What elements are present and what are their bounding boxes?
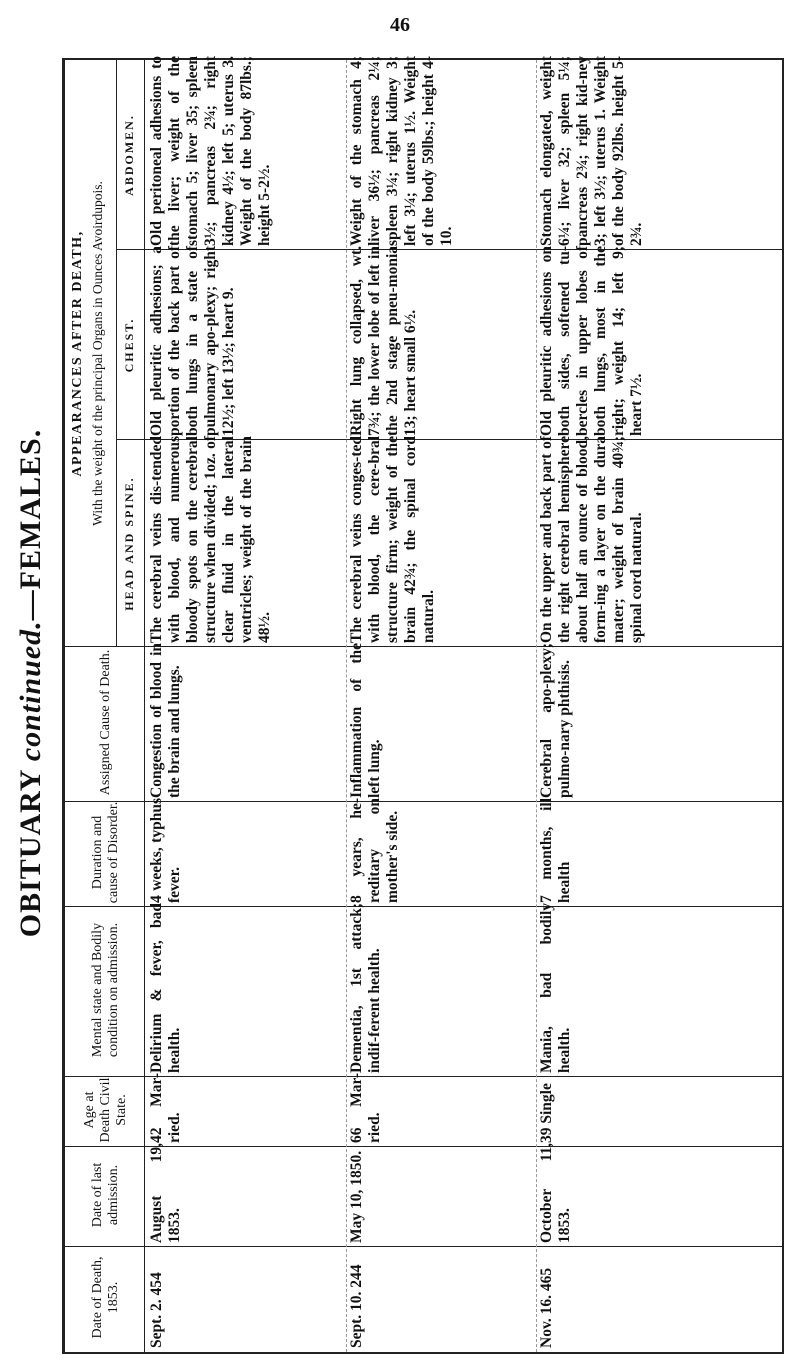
header-appearances-title: APPEARANCES AFTER DEATH, (70, 230, 85, 477)
cell-date-admission-row-1: August 19, 1853. (148, 1143, 183, 1243)
cell-head-spine-row-2: The cerebral veins conges-ted with blood, the cere-bral structure firm; weight of the brain 42¾; the spinal cord natural. (348, 436, 437, 643)
cell-assigned-cause-row-3: Cerebral apo-plexy; pulmo-nary phthisis. (538, 643, 573, 798)
cell-assigned-cause-row-1: Congestion of blood in the brain and lungs. (148, 643, 183, 798)
header-date-death: Date of Death, 1853. (90, 1256, 121, 1339)
header-head-spine: HEAD AND SPINE. (122, 476, 136, 611)
cell-age-state-row-2: 66 Mar-ried. (348, 1073, 383, 1143)
cell-date-admission-row-3: October 11, 1853. (538, 1143, 573, 1243)
page-title-container (0, 0, 60, 1366)
cell-date-death-row-1: Sept. 2. 454 (148, 1272, 165, 1348)
obituary-table (62, 58, 784, 1354)
cell-chest-row-1: Old pleuritic adhesions; a portion of the back part of both lungs in a state of pulmonary apo-plexy; right 12½; left 13½; heart 9. (148, 246, 237, 436)
cell-head-spine-row-3: On the upper and back part of the right cerebral hemisphere about half an ounce of blood, form-ing a layer on the dura mater; weight of brain 40¾; spinal cord natural. (538, 436, 645, 643)
cell-duration-row-3: 7 months, ill health (538, 798, 573, 903)
cell-mental-state-row-1: Delirium & fever, bad health. (148, 903, 183, 1073)
cell-head-spine-row-1: The cerebral veins dis-tended with blood, and numerous bloody spots on the cerebral structure when divided; 1oz. of clear fluid in the lateral ventricles; weight of the brain 48½. (148, 436, 273, 643)
header-duration: Duration and cause of Disorder. (90, 801, 121, 904)
cell-abdomen-row-2: Weight of the stomach 4; liver 36½; pancreas 2¼; spleen 3¼; right kidney 3; left 3¼; uterus 1½. Weight of the body 59lbs.; height 4-10. (348, 56, 455, 246)
page-title (14, 429, 48, 937)
cell-mental-state-row-2: Dementia, 1st attack; indif-ferent health. (348, 903, 383, 1073)
header-mental-state: Mental state and Bodily condition on admission. (90, 922, 121, 1058)
cell-assigned-cause-row-2: Inflammation of the left lung. (348, 643, 383, 798)
cell-duration-row-1: 4 weeks, typhus fever. (148, 798, 183, 903)
header-chest: CHEST. (122, 317, 136, 373)
cell-abdomen-row-1: Old peritoneal adhesions to the liver; weight of the stomach 5; liver 35; spleen 3½; pancreas 2¾; right kidney 4½; left 5; uterus 3. Weight of the body 87lbs.; height 5-2½. (148, 56, 273, 246)
header-age-state: Age at Death Civil State. (82, 1077, 129, 1143)
cell-date-death-row-3: Nov. 16. 465 (538, 1267, 555, 1348)
header-appearances-subtitle: With the weight of the principal Organs in Ounces Avoirdupois. (90, 181, 105, 526)
page-title-females: —FEMALES. (14, 428, 47, 621)
cell-abdomen-row-3: Stomach elongated, weight 6¼; liver 32; spleen 5¼; pancreas 2¾; right kid-ney 3; left 3½; uterus 1. Weight of the body 92lbs. height 5-2¾. (538, 56, 645, 246)
page-title-continued: continued. (14, 620, 47, 762)
cell-mental-state-row-3: Mania, bad bodily health. (538, 903, 573, 1073)
header-assigned-cause: Assigned Cause of Death. (98, 649, 113, 796)
page-number: 46 (390, 14, 410, 36)
cell-chest-row-3: Old pleuritic adhesions on both sides, softened tu-bercles in upper lobes of both lungs, most in the right; weight 14; left 9; heart 7½. (538, 246, 645, 436)
cell-age-state-row-1: 42 Mar-ried. (148, 1073, 183, 1143)
page-title-main: OBITUARY (14, 769, 47, 938)
header-abdomen: ABDOMEN. (122, 114, 136, 196)
cell-age-state-row-3: 39 Single (538, 1083, 555, 1143)
cell-duration-row-2: 8 years, he-reditary on mother's side. (348, 798, 401, 903)
cell-date-admission-row-2: May 10, 1850. (348, 1150, 365, 1243)
cell-chest-row-2: Right lung collapsed, wt. 7¾; the lower lobe of left in the 2nd stage pneu-monia 13; heart small 6½. (348, 246, 419, 436)
cell-date-death-row-2: Sept. 10. 244 (348, 1264, 365, 1348)
header-date-admission: Date of last admission. (90, 1162, 121, 1228)
